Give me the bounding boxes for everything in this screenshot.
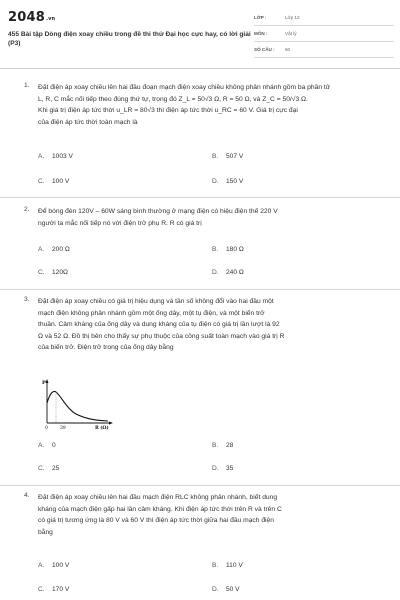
- question-line: có giá trị tương ứng là 80 V và 60 V thì điện áp tức thời giữa hai đầu mạch điện: [38, 517, 274, 525]
- option-a[interactable]: [38, 562, 69, 569]
- option-letter: B.: [212, 246, 219, 253]
- option-b[interactable]: [212, 442, 233, 449]
- question-text: [38, 296, 382, 354]
- option-a[interactable]: [38, 442, 56, 449]
- option-letter: C.: [38, 269, 45, 276]
- option-c[interactable]: [38, 465, 59, 472]
- option-d[interactable]: [212, 269, 244, 276]
- option-letter: D.: [212, 586, 219, 593]
- option-d[interactable]: [212, 178, 243, 185]
- option-letter: D.: [212, 465, 219, 472]
- y-axis-label: P: [42, 380, 46, 386]
- question-line: của điện áp tức thời toàn mạch là: [38, 118, 138, 126]
- option-text: 1003 V: [52, 153, 73, 160]
- option-text: 0: [52, 442, 56, 449]
- option-text: 100 V: [52, 562, 70, 569]
- option-c[interactable]: [38, 178, 69, 185]
- option-text: 150 V: [226, 178, 244, 185]
- question-line: Đặt điện áp xoay chiều có giá trị hiệu dụng và tần số không đổi vào hai đầu một: [38, 298, 274, 305]
- question-line: bằng: [38, 528, 53, 536]
- question-separator: [0, 485, 400, 486]
- option-text: 28: [226, 442, 234, 449]
- question-number: 1.: [24, 82, 30, 89]
- question-line: của biến trở. Điện trở trong của ống dây bằng: [38, 344, 174, 352]
- meta-label: LỚP :: [254, 15, 267, 20]
- option-text: 200 Ω: [52, 246, 70, 253]
- question-number: 2.: [24, 206, 30, 213]
- power-vs-resistance-graph: [40, 376, 120, 430]
- question-line: Đặt điện áp xoay chiều lên hai đầu mạch điện RLC không phân nhánh, biết dung: [38, 494, 278, 501]
- option-text: 170 V: [52, 586, 70, 593]
- meta-value: Lớp 12: [285, 15, 300, 20]
- option-b[interactable]: [212, 562, 243, 569]
- tick-label: 39: [60, 426, 66, 430]
- question-number: 4.: [24, 492, 30, 499]
- question-text: [38, 206, 382, 229]
- option-letter: D.: [212, 269, 219, 276]
- option-letter: B.: [212, 562, 219, 569]
- option-text: 50 V: [226, 586, 240, 593]
- option-letter: A.: [38, 562, 45, 569]
- logo-main: 2048: [8, 10, 45, 25]
- option-d[interactable]: [212, 465, 233, 472]
- logo-suffix: .vn: [45, 16, 56, 22]
- x-axis-arrow: [109, 422, 113, 425]
- option-b[interactable]: [212, 246, 244, 253]
- question-line: Đặt điện áp xoay chiều lên hai đầu đoạn mạch điện xoay chiều không phân nhánh gồm ba phần tử: [38, 84, 331, 91]
- y-axis-arrow: [46, 379, 49, 383]
- question-line: người ta mắc nối tiếp nó với điện trở phụ R. R có giá trị: [38, 219, 202, 227]
- question-separator: [0, 197, 400, 198]
- option-text: 35: [226, 465, 234, 472]
- meta-row-subject: [254, 28, 394, 42]
- option-a[interactable]: [38, 246, 70, 253]
- option-text: 180 Ω: [226, 246, 244, 253]
- option-letter: C.: [38, 465, 45, 472]
- option-text: 25: [52, 465, 60, 472]
- option-text: 100 V: [52, 178, 70, 185]
- meta-value: Vật lý: [285, 31, 297, 36]
- option-text: 120Ω: [52, 269, 68, 276]
- option-c[interactable]: [38, 269, 68, 276]
- option-a[interactable]: [38, 153, 73, 160]
- question-line: Để bóng đèn 120V – 60W sáng bình thường ở mạng điện có hiệu điện thế 220 V: [38, 208, 278, 215]
- option-c[interactable]: [38, 586, 69, 593]
- option-letter: A.: [38, 153, 45, 160]
- option-letter: C.: [38, 178, 45, 185]
- question-number: 3.: [24, 296, 30, 303]
- document-title: 455 Bài tập Dòng điện xoay chiều trong đề thi thử Đại học cực hay, có lời giải (P3): [8, 31, 251, 47]
- option-text: 507 V: [226, 153, 244, 160]
- option-letter: A.: [38, 442, 45, 449]
- question-separator: [0, 289, 400, 290]
- x-axis-label: R (Ω): [95, 426, 109, 430]
- option-b[interactable]: [212, 153, 243, 160]
- option-letter: D.: [212, 178, 219, 185]
- meta-panel: [254, 12, 394, 60]
- question-text: [38, 82, 382, 128]
- graph-svg: [40, 376, 120, 430]
- meta-value: 50: [285, 47, 291, 52]
- header-divider: [0, 68, 400, 69]
- option-text: 240 Ω: [226, 269, 244, 276]
- question-line: Khi giá trị điện áp tức thời u_LR = 80√3 thì điện áp tức thời u_RC = 60 V. Giá trị cực đại: [38, 107, 298, 115]
- question-line: mạch điện không phân nhánh gồm một ống dây, một tụ điện, và một biến trở: [38, 309, 265, 317]
- question-line: Ω và 52 Ω. Đồ thị bên cho thấy sự phụ thuộc của công suất toàn mạch vào giá trị R: [38, 332, 285, 340]
- meta-label: SỐ CÂU :: [254, 47, 275, 52]
- meta-row-class: [254, 12, 394, 26]
- origin-label: 0: [45, 426, 48, 430]
- option-letter: A.: [38, 246, 45, 253]
- question-line: thuần. Cảm kháng của ống dây và dung kháng của tụ điện có giá trị lần lượt là 92: [38, 321, 280, 329]
- question-line: kháng của mạch điện gấp hai lần cảm kháng. Khi điện áp tức thời trên R và trên C: [38, 505, 282, 513]
- question-text: [38, 492, 382, 538]
- option-letter: B.: [212, 442, 219, 449]
- option-letter: C.: [38, 586, 45, 593]
- meta-label: MÔN :: [254, 31, 268, 36]
- option-d[interactable]: [212, 586, 240, 593]
- option-letter: B.: [212, 153, 219, 160]
- option-text: 110 V: [226, 562, 243, 569]
- meta-row-count: [254, 44, 394, 58]
- question-line: L, R, C mắc nối tiếp theo đúng thứ tự, trong đó Z_L = 50√3 Ω, R = 50 Ω, và Z_C = 50/√3 Ω.: [38, 95, 308, 103]
